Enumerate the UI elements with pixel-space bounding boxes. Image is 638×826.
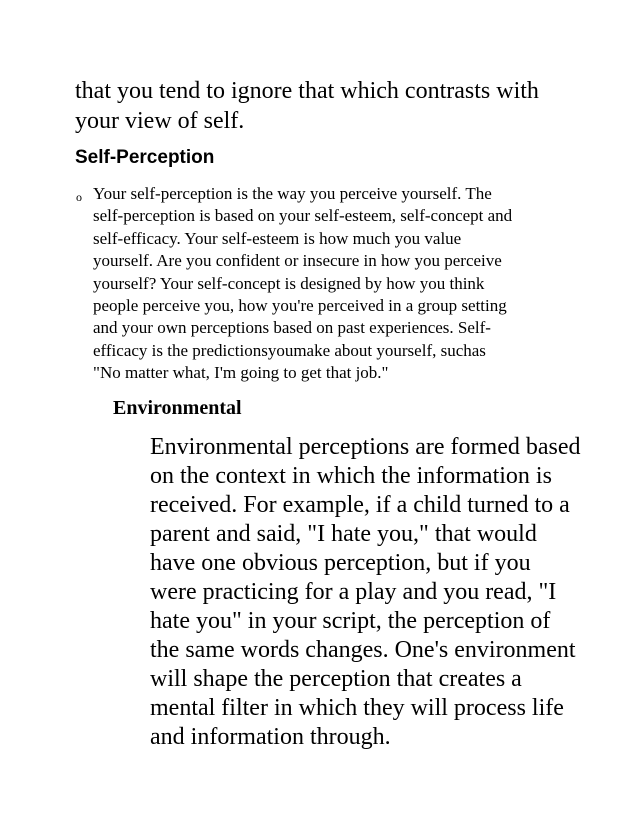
text-line: were practicing for a play and you read, "I xyxy=(150,579,557,605)
text-line: Environmental perceptions are formed based xyxy=(150,434,581,460)
text-line: parent and said, "I hate you," that would xyxy=(150,521,537,547)
intro-paragraph xyxy=(75,76,575,136)
text-line: efficacy is the predictionsyoumake about yourself, suchas xyxy=(93,340,486,360)
text-line: that you tend to ignore that which contrasts with xyxy=(75,78,539,104)
text-line: hate you" in your script, the perception of xyxy=(150,608,551,634)
text-line: yourself? Your self-concept is designed by how you think xyxy=(93,273,485,293)
text-line: the same words changes. One's environment xyxy=(150,637,576,663)
self-perception-paragraph xyxy=(93,183,593,385)
section-heading-environmental: Environmental xyxy=(113,397,242,419)
text-line: on the context in which the information is xyxy=(150,463,552,489)
text-line: have one obvious perception, but if you xyxy=(150,550,531,576)
section-heading-self-perception: Self-Perception xyxy=(75,147,215,168)
text-line: your view of self. xyxy=(75,108,245,134)
text-line: and information through. xyxy=(150,724,391,750)
text-line: self-perception is based on your self-esteem, self-concept and xyxy=(93,206,513,226)
text-line: and your own perceptions based on past experiences. Self- xyxy=(93,318,491,338)
text-line: people perceive you, how you're perceived in a group setting xyxy=(93,296,507,316)
text-line: yourself. Are you confident or insecure in how you perceive xyxy=(93,251,502,271)
text-line: self-efficacy. Your self-esteem is how much you value xyxy=(93,228,462,248)
bullet-marker: o xyxy=(76,190,82,204)
text-line: "No matter what, I'm going to get that job." xyxy=(93,363,389,383)
text-line: received. For example, if a child turned to a xyxy=(150,492,570,518)
text-line: will shape the perception that creates a xyxy=(150,666,522,692)
environmental-paragraph xyxy=(150,433,610,752)
text-line: mental filter in which they will process life xyxy=(150,695,564,721)
text-line: Your self-perception is the way you perceive yourself. The xyxy=(93,184,492,203)
